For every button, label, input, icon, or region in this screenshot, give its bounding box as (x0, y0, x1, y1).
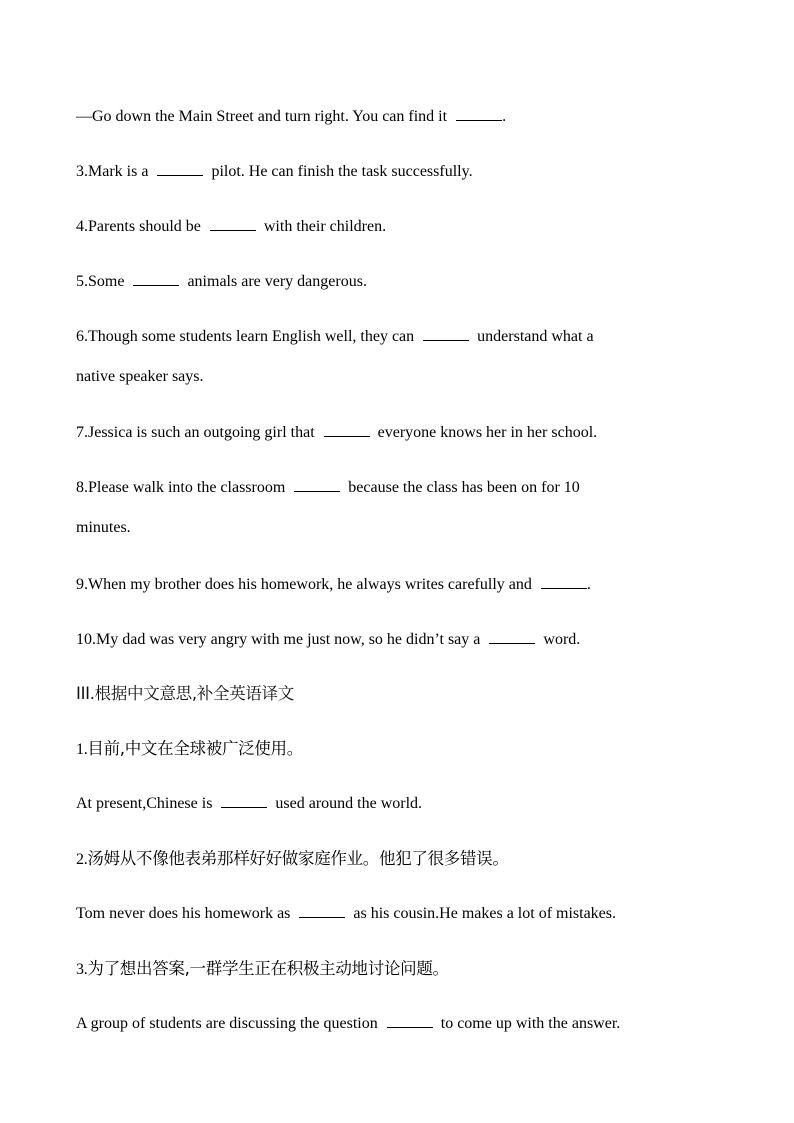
english-text-before: At present,Chinese is (76, 795, 213, 812)
question-6-continuation (76, 367, 204, 387)
question-text-after: because the class has been on for 10 (348, 479, 580, 496)
english-text-after: used around the world. (275, 795, 423, 812)
question-text-cont: native speaker says. (76, 368, 204, 385)
question-text-before: 9.When my brother does his homework, he always writes carefully and (76, 576, 532, 593)
english-text-before: Tom never does his homework as (76, 905, 291, 922)
chinese-sentence: 汤姆从不像他表弟那样好好做家庭作业。他犯了很多错误。 (87, 849, 509, 868)
answer-blank[interactable] (387, 1013, 433, 1028)
question-text-after: understand what a (477, 328, 594, 345)
answer-blank[interactable] (423, 326, 469, 341)
chinese-sentence: 为了想出答案,一群学生正在积极主动地讨论问题。 (87, 959, 449, 978)
question-3 (76, 161, 473, 182)
question-text-after: pilot. He can finish the task successfully. (211, 163, 473, 180)
answer-blank[interactable] (210, 216, 256, 231)
answer-blank[interactable] (133, 271, 179, 286)
question-text-after: everyone knows her in her school. (377, 424, 598, 441)
question-8-continuation (76, 518, 131, 538)
question-text-cont: minutes. (76, 519, 131, 536)
question-text-before: 10.My dad was very angry with me just now, so he didn’t say a (76, 631, 481, 648)
answer-blank[interactable] (489, 629, 535, 644)
question-text-after: with their children. (263, 218, 387, 235)
translation-item-3-chinese (76, 959, 449, 980)
answer-blank[interactable] (299, 903, 345, 918)
question-text: —Go down the Main Street and turn right. You can find it (76, 108, 448, 125)
english-text-after: as his cousin.He makes a lot of mistakes. (353, 905, 617, 922)
item-number: 3. (76, 961, 88, 978)
question-6 (76, 326, 594, 347)
question-text-before: 8.Please walk into the classroom (76, 479, 286, 496)
question-10 (76, 629, 580, 650)
question-text-before: 3.Mark is a (76, 163, 149, 180)
translation-item-2-chinese (76, 849, 509, 870)
answer-blank[interactable] (456, 106, 502, 121)
item-number: 1. (76, 741, 88, 758)
question-7 (76, 422, 597, 443)
answer-blank[interactable] (294, 477, 340, 492)
question-4 (76, 216, 386, 237)
question-text-after: animals are very dangerous. (187, 273, 367, 290)
section-3-heading (76, 684, 294, 704)
question-2-answer-line (76, 106, 506, 127)
answer-blank[interactable] (324, 422, 370, 437)
item-number: 2. (76, 851, 88, 868)
english-text-before: A group of students are discussing the question (76, 1015, 378, 1032)
translation-item-2-english (76, 903, 616, 924)
question-text-before: 4.Parents should be (76, 218, 201, 235)
question-text-before: 6.Though some students learn English well, they can (76, 328, 415, 345)
chinese-sentence: 目前,中文在全球被广泛使用。 (87, 739, 303, 758)
question-9 (76, 574, 591, 595)
translation-item-1-english (76, 793, 422, 814)
question-5 (76, 271, 367, 292)
english-text-after: to come up with the answer. (440, 1015, 621, 1032)
question-text-before: 7.Jessica is such an outgoing girl that (76, 424, 315, 441)
question-8 (76, 477, 580, 498)
answer-blank[interactable] (541, 574, 587, 589)
question-text-after: word. (543, 631, 581, 648)
translation-item-1-chinese (76, 739, 303, 760)
question-text-before: 5.Some (76, 273, 125, 290)
answer-blank[interactable] (221, 793, 267, 808)
question-end: . (586, 576, 591, 593)
translation-item-3-english (76, 1013, 620, 1034)
question-end: . (502, 108, 507, 125)
answer-blank[interactable] (157, 161, 203, 176)
section-heading-text: III.根据中文意思,补全英语译文 (76, 684, 294, 703)
